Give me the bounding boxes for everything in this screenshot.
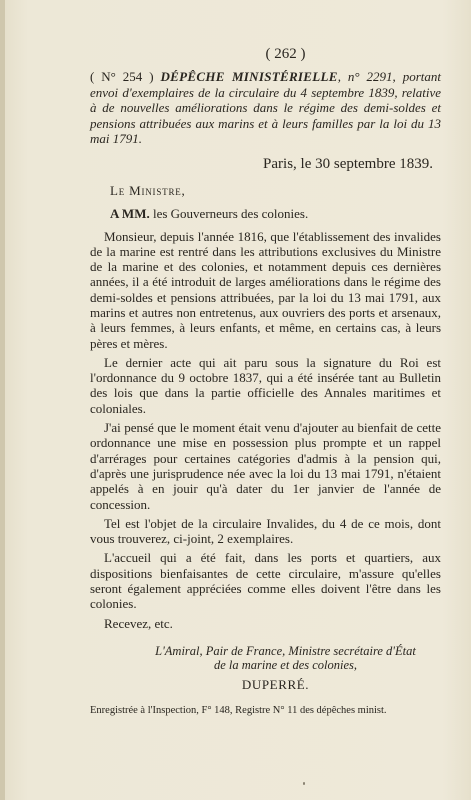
addressee-line: [110, 206, 441, 222]
signature-line-2: de la marine et des colonies,: [213, 658, 358, 673]
paragraph-2: Le dernier acte qui ait paru sous la signature du Roi est l'ordonnance du 9 octobre 1837, qui a été insérée tant au Bulletin des lois que dans la partie officielle des Annales maritimes et coloniales.: [90, 354, 441, 416]
signer-name: DUPERRÉ.: [241, 676, 310, 692]
signature-line-1: L'Amiral, Pair de France, Ministre secrétaire d'État: [155, 643, 416, 658]
addressee-text: les Gouverneurs des colonies.: [152, 205, 309, 221]
document-title: DÉPÊCHE MINISTÉRIELLE: [160, 69, 338, 84]
registration-note: Enregistrée à l'Inspection, F° 148, Registre N° 11 des dépêches minist.: [90, 704, 387, 716]
page-number: ( 262 ): [265, 46, 306, 62]
place-date: Paris, le 30 septembre 1839.: [263, 155, 433, 172]
paper-speck: [303, 782, 305, 785]
signature-title: [130, 644, 441, 673]
document-subtitle: , n° 2291, portant envoi d'exemplaires de la circulaire du 4 septembre 1839, relative à de nouvelles améliorations dans le régime des demi-soldes et pensions attribuées aux marins et à leurs familles par la loi du 13 mai 1791.: [90, 69, 441, 146]
document-number: ( N° 254 ): [90, 69, 154, 84]
closing-line: Recevez, etc.: [104, 615, 173, 631]
minister-line: Le Ministre,: [110, 182, 186, 198]
paragraph-4: Tel est l'objet de la circulaire Invalides, du 4 de ce mois, dont vous trouverez, ci-joint, 2 exemplaires.: [90, 515, 441, 547]
paragraph-5: L'accueil qui a été fait, dans les ports et quartiers, aux dispositions bienfaisantes de cette circulaire, m'assure qu'elles seront également appréciées comme elles doivent l'être dans les colonies.: [90, 550, 441, 612]
paragraph-1: Monsieur, depuis l'année 1816, que l'établissement des invalides de la marine est rentré dans les attributions exclusives du Ministre de la marine et des colonies, et notamment depuis ces dernières années, il a été introduit de larges améliorations dans le régime des demi-soldes et pensions attribuées, par la loi du 13 mai 1791, aux marins et autres non entretenus, aux ouvriers des ports et arsenaux, à leurs femmes, à leurs enfants, et même, en certains cas, à leurs pères et mères.: [90, 228, 441, 351]
addressee-prefix: A MM.: [110, 205, 150, 221]
document-heading: [90, 69, 441, 147]
paragraph-3: J'ai pensé que le moment était venu d'ajouter au bienfait de cette ordonnance une mise en possession plus prompte et un rappel d'arrérages pour certaines catégories d'admis à la pension qui, d'après une jurisprudence née avec la loi du 13 mai 1791, n'étaient appelés à en jouir qu'à dater du 1er janvier de l'année de concession.: [90, 420, 441, 512]
